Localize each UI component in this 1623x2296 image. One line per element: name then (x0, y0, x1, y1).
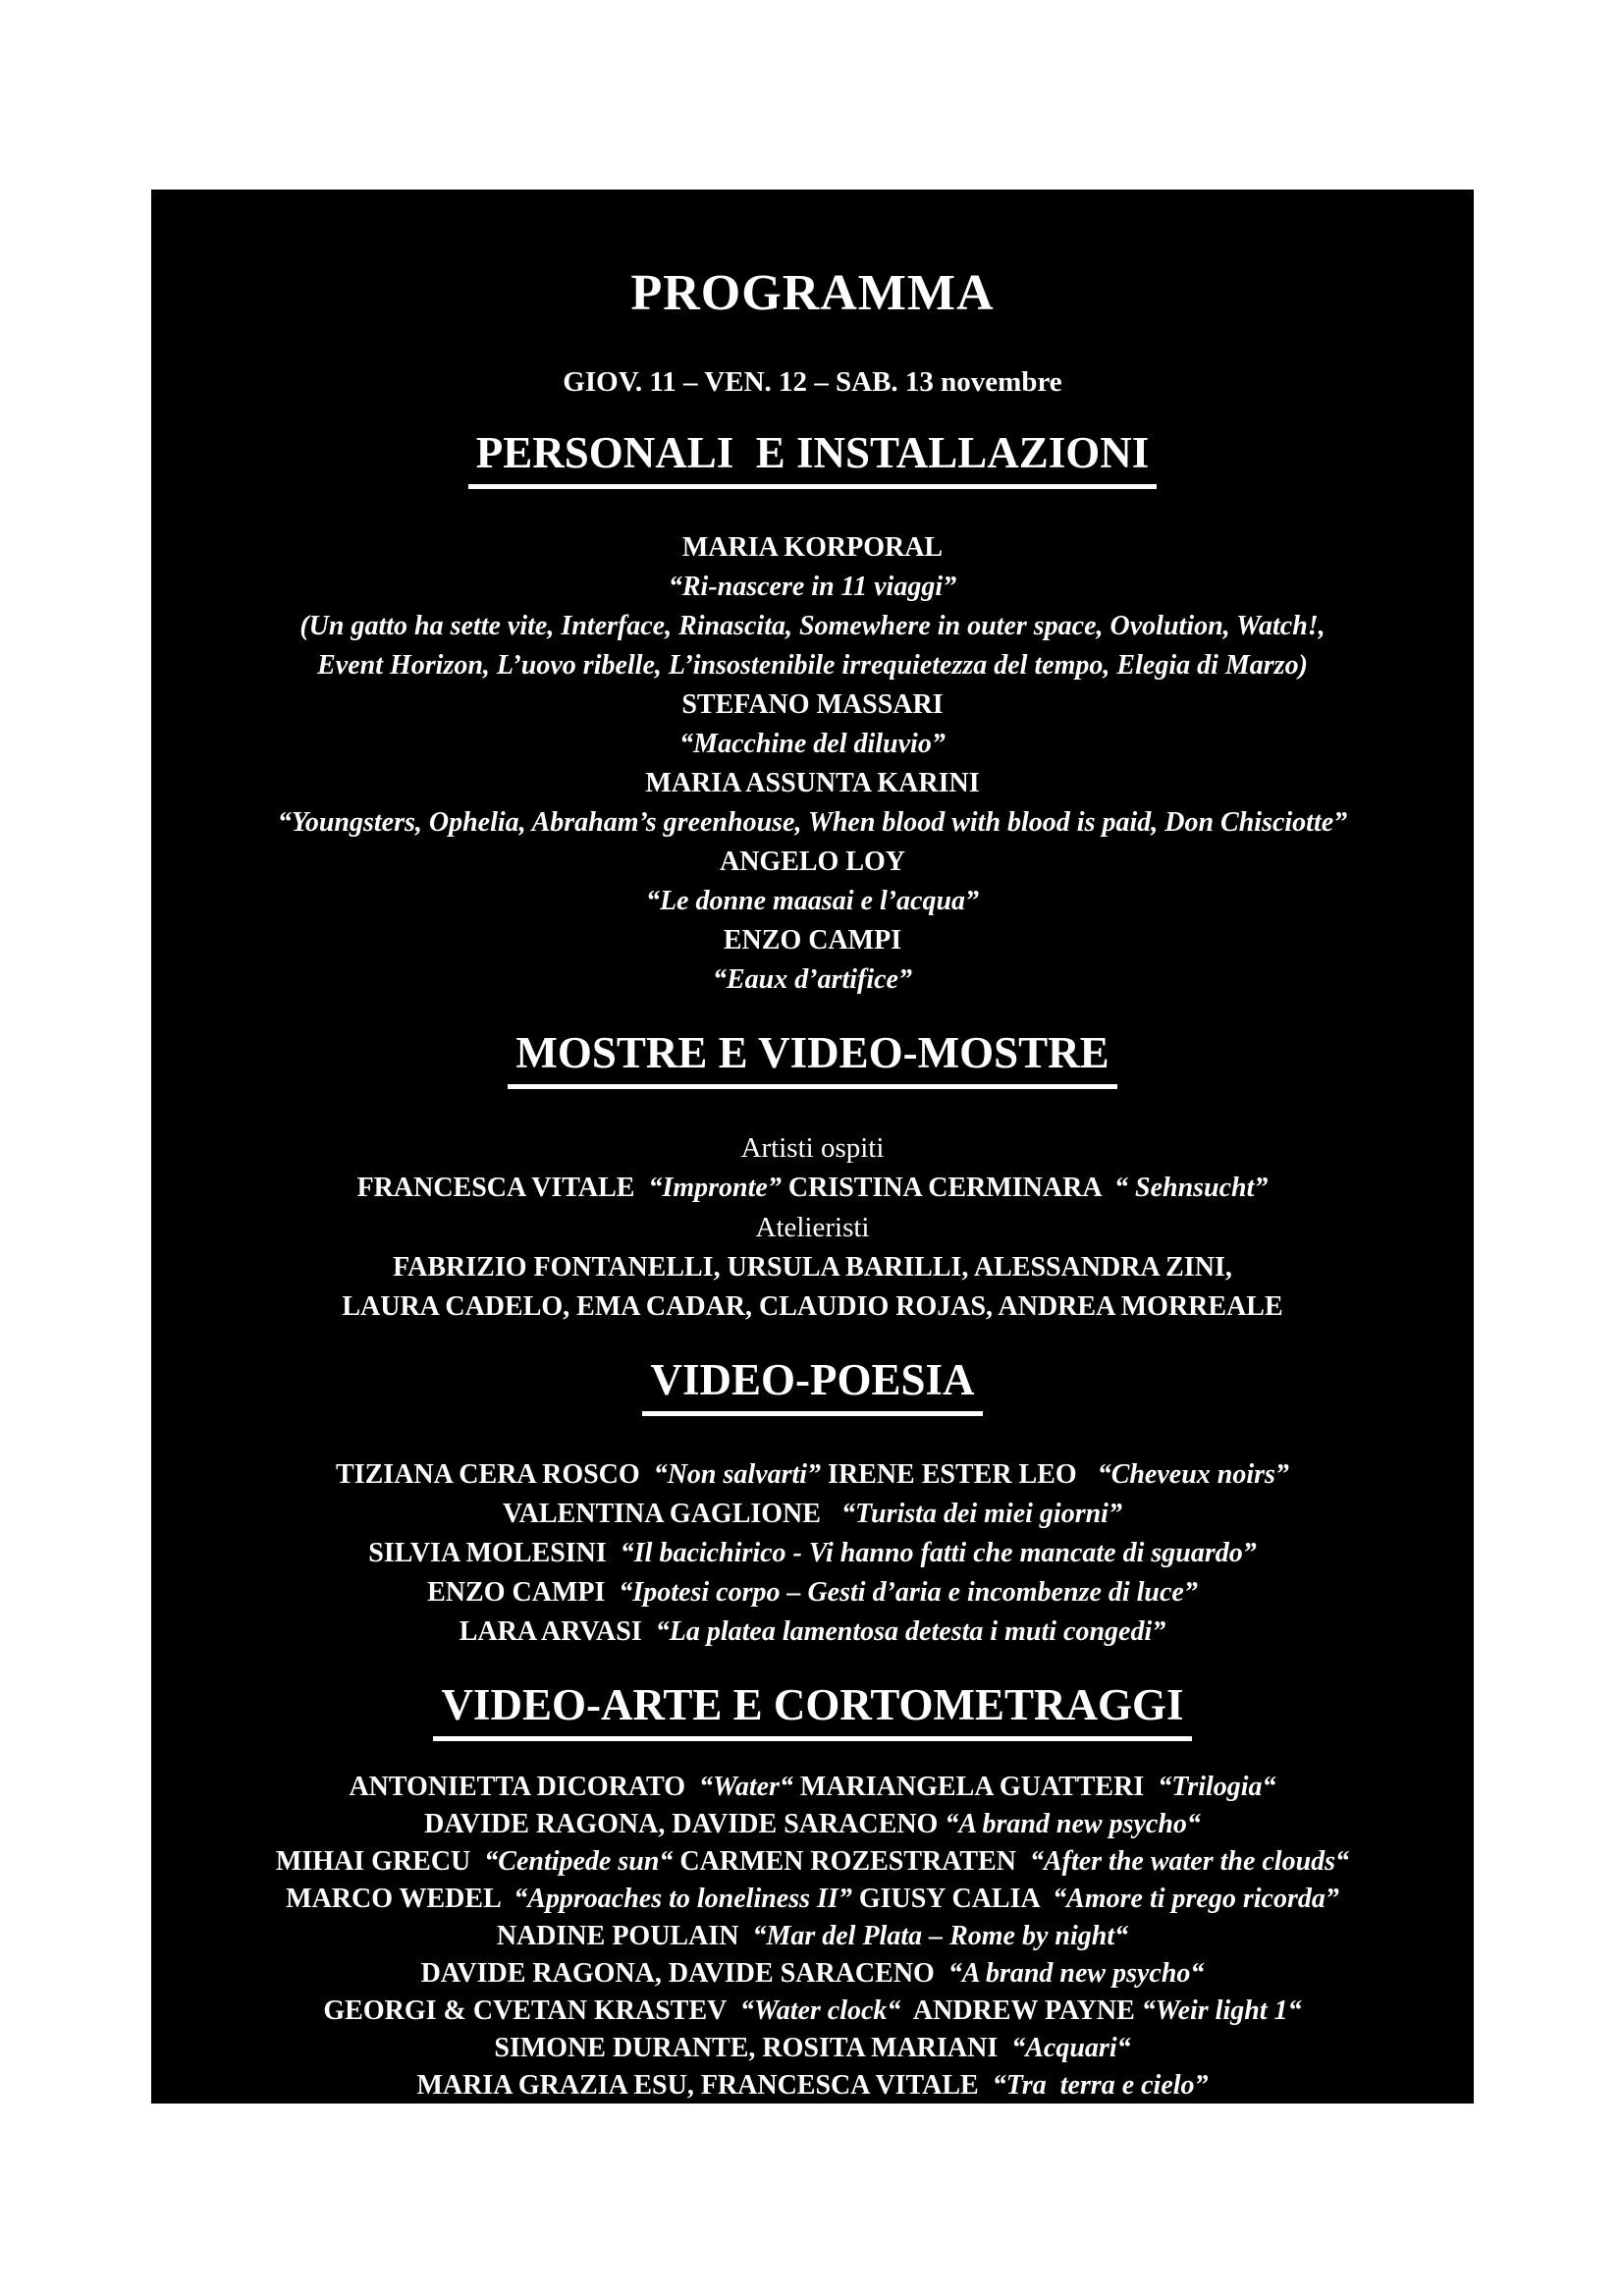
program-line (151, 685, 1474, 725)
work-title: “Tra terra e cielo” (992, 2070, 1209, 2101)
page-title: PROGRAMMA (630, 265, 995, 321)
work-title: “Trilogia“ (1158, 1772, 1276, 1802)
program-line (151, 960, 1474, 1000)
program-line (151, 1208, 1474, 1248)
work-title: “La platea lamentosa detesta i muti congedi” (655, 1616, 1166, 1647)
work-title: Event Horizon, L’uovo ribelle, L’insostenibile irrequietezza del tempo, Elegia di Marzo) (317, 650, 1308, 681)
work-title: “Turista dei miei giorni” (840, 1499, 1122, 1529)
section-heading (151, 1027, 1474, 1089)
section-heading (151, 1679, 1474, 1741)
work-title: “ Sehnsucht” (1114, 1173, 1269, 1203)
program-line (151, 1128, 1474, 1169)
work-title: “Macchine del diluvio” (679, 729, 946, 759)
program-line (151, 1455, 1474, 1495)
work-title: “Water“ (699, 1772, 793, 1802)
program-line (151, 1287, 1474, 1327)
section-heading-text: PERSONALI E INSTALLAZIONI (468, 427, 1158, 489)
group-label: Artisti ospiti (740, 1132, 885, 1164)
work-title: “Centipede sun“ (484, 1846, 674, 1877)
artist-name: DAVIDE RAGONA, DAVIDE SARACENO (424, 1809, 946, 1839)
artist-name: MARIANGELA GUATTERI (792, 1772, 1159, 1802)
program-section (151, 1679, 1474, 2104)
artist-name: ENZO CAMPI (723, 925, 902, 956)
program-section (151, 1354, 1474, 1652)
work-title: “Il bacichirico - Vi hanno fatti che mancate di sguardo” (620, 1538, 1257, 1568)
artist-name: FABRIZIO FONTANELLI, URSULA BARILLI, ALESSANDRA ZINI, (393, 1252, 1232, 1283)
work-title: “Le donne maasai e l’acqua” (645, 886, 980, 916)
program-line (151, 1806, 1474, 1843)
artist-name: VALENTINA GAGLIONE (503, 1499, 841, 1529)
program-line (151, 607, 1474, 646)
program-line (151, 646, 1474, 685)
artist-name: CARMEN ROZESTRATEN (673, 1846, 1030, 1877)
work-title: “Impronte” (648, 1173, 782, 1203)
work-title: “Ri-nascere in 11 viaggi” (668, 572, 957, 602)
work-title: “Weir light 1“ (1141, 1995, 1302, 2026)
program-line (151, 1573, 1474, 1613)
program-line (151, 803, 1474, 843)
work-title: “Youngsters, Ophelia, Abraham’s greenhouse, When blood with blood is paid, Don Chisciotte” (277, 807, 1348, 838)
work-title: “After the water the clouds“ (1029, 1846, 1350, 1877)
work-title: “Acquari“ (1011, 2033, 1131, 2063)
program-line (151, 843, 1474, 882)
artist-name: ANDREW PAYNE (900, 1995, 1142, 2026)
program-line (151, 2030, 1474, 2067)
work-title: “Approaches to loneliness II” (514, 1884, 852, 1914)
program-line (151, 1769, 1474, 1806)
work-title: “Mar del Plata – Rome by night“ (752, 1921, 1129, 1951)
artist-name: STEFANO MASSARI (681, 689, 944, 720)
section-heading-text: VIDEO-POESIA (642, 1354, 982, 1416)
artist-name: FRANCESCA VITALE (356, 1173, 649, 1203)
work-title: “A brand new psycho“ (947, 1958, 1205, 1989)
artist-name: MARCO WEDEL (286, 1884, 514, 1914)
program-line (151, 528, 1474, 568)
work-title: “Amore ti prego ricorda” (1053, 1884, 1339, 1914)
program-line (151, 1495, 1474, 1534)
program-line (151, 725, 1474, 764)
artist-name: DAVIDE RAGONA, DAVIDE SARACENO (420, 1958, 948, 1989)
artist-name: IRENE ESTER LEO (821, 1459, 1098, 1490)
work-title: (Un gatto ha sette vite, Interface, Rinascita, Somewhere in outer space, Ovolution, Watch!, (299, 611, 1325, 641)
program-line (151, 764, 1474, 803)
section-heading-text: VIDEO-ARTE E CORTOMETRAGGI (433, 1679, 1191, 1741)
section-heading-text: MOSTRE E VIDEO-MOSTRE (508, 1027, 1116, 1089)
program-line (151, 921, 1474, 960)
artist-name: SIMONE DURANTE, ROSITA MARIANI (494, 2033, 1012, 2063)
artist-name: GEORGI & CVETAN KRASTEV (323, 1995, 740, 2026)
artist-name: ENZO CAMPI (427, 1577, 620, 1608)
artist-name: MARIA KORPORAL (681, 532, 944, 563)
program-line (151, 1248, 1474, 1287)
artist-name: LARA ARVASI (459, 1616, 656, 1647)
section-heading (151, 1354, 1474, 1416)
section-lines (151, 528, 1474, 1000)
artist-name: MARIA GRAZIA ESU, FRANCESCA VITALE (416, 2070, 993, 2101)
artist-name: LAURA CADELO, EMA CADAR, CLAUDIO ROJAS, ANDREA MORREALE (342, 1291, 1283, 1322)
artist-name: NADINE POULAIN (496, 1921, 753, 1951)
work-title: “Ipotesi corpo – Gesti d’aria e incombenze di luce” (619, 1577, 1198, 1608)
section-heading (151, 427, 1474, 489)
work-title: “Cheveux noirs” (1097, 1459, 1289, 1490)
artist-name: CRISTINA CERMINARA (781, 1173, 1115, 1203)
program-line (151, 882, 1474, 921)
program-line (151, 1881, 1474, 1918)
artist-name: MARIA ASSUNTA KARINI (645, 768, 980, 798)
program-line (151, 2067, 1474, 2104)
program-line (151, 1843, 1474, 1881)
work-title: “Non salvarti” (653, 1459, 822, 1490)
work-title: “A brand new psycho“ (945, 1809, 1201, 1839)
program-section (151, 427, 1474, 1000)
artist-name: ANGELO LOY (719, 847, 906, 877)
section-lines (151, 1769, 1474, 2104)
event-dates: GIOV. 11 – VEN. 12 – SAB. 13 novembre (563, 366, 1062, 398)
artist-name: SILVIA MOLESINI (368, 1538, 621, 1568)
program-line (151, 1169, 1474, 1208)
section-lines (151, 1455, 1474, 1652)
program-poster (151, 190, 1474, 2104)
artist-name: MIHAI GRECU (275, 1846, 485, 1877)
program-line (151, 1993, 1474, 2030)
artist-name: ANTONIETTA DICORATO (349, 1772, 699, 1802)
program-section (151, 1027, 1474, 1327)
program-line (151, 568, 1474, 607)
program-line (151, 1918, 1474, 1955)
artist-name: GIUSY CALIA (851, 1884, 1054, 1914)
sections-container (151, 427, 1474, 2104)
section-lines (151, 1128, 1474, 1327)
program-line (151, 1534, 1474, 1573)
work-title: “Eaux d’artifice” (713, 964, 912, 995)
group-label: Atelieristi (755, 1212, 870, 1243)
program-line (151, 1955, 1474, 1993)
work-title: “Water clock“ (739, 1995, 901, 2026)
artist-name: TIZIANA CERA ROSCO (336, 1459, 654, 1490)
program-line (151, 1613, 1474, 1652)
